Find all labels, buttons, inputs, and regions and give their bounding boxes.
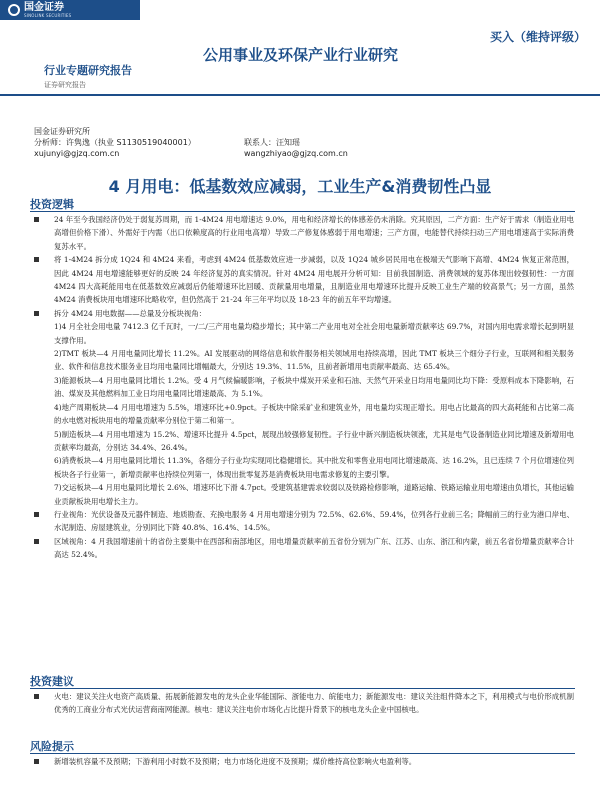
analyst-name: 分析师：许隽逸（执业 S1130519040001）	[34, 138, 196, 147]
logic-subitem: 5)制造板块—4 月用电增速为 15.2%、增速环比提升 4.5pct，展现出较强修复韧性。子行业中新兴制造板块领涨，尤其是电气设备制造业同比增速及新增用电贡献率均最高，分别达 34.4%、26.4%。	[54, 429, 574, 452]
logic-paragraph: 将 1-4M24 拆分成 1Q24 和 4M24 来看，考虑到 4M24 低基数效应进一步减弱，以及 1Q24 城乡居民用电在极端天气影响下高增、4M24 恢复正常范围，因此 4M24 用电增速能够更好的反映 24 年经济复苏的真实情况。针对 4M24 用电展开分析可知：目前我国制造、消费领域的复苏体现出较强韧性：一方面 4M24 四大高耗能用电在低基数效应减弱后仍能增速环比回暖、贡献量用电增量，且制造业用电增速环比提升反映工业生产端的较高景气；另一方面，虽然 4M24 消费板块用电增速环比略收窄，但仍然高于 21-24 年三年平均以及 18-23 年的前五年平均增速。	[34, 253, 574, 307]
logic-paragraph: 拆分 4M24 用电数据——总量及分板块视角：	[34, 307, 574, 320]
industry-view: 行业视角：光伏设备及元器件制造、地质勘查、充换电服务 4 月用电增速分别为 72.5%、62.6%、59.4%，位列各行业前三名；降幅前三的行业为港口岸电、水泥制造、房屋建筑业，分别同比下降 40.8%、16.4%、14.5%。	[34, 508, 574, 535]
header-title: 公用事业及环保产业行业研究	[203, 46, 399, 64]
logic-paragraph: 24 年至今我国经济仍处于弱复苏周期，而 1-4M24 用电增速达 9.0%，用电和经济增长的体感差仍未消除。究其原因，二产方面：生产好于需求（制造业用电高增但价格下滑）、外需好于内需（出口依赖度高的行业用电高增）导致二产修复体感弱于用电增速；三产方面，电能替代持续扫动三产用电增速高于实际消费复苏水平。	[34, 213, 574, 253]
header-divider	[0, 94, 600, 96]
risk-paragraph: 新增装机容量不及预期；下游利用小时数不及预期；电力市场化进度不及预期；煤价维持高位影响火电盈利等。	[34, 755, 574, 768]
logic-subitem: 7)交运板块—4 月用电量同比增长 2.6%、增速环比下滑 4.7pct。受建筑基建需求较弱以及铁路检修影响，道路运输、铁路运输业用电增速由负增长，其他运输业贡献板块用电增长主力。	[54, 483, 574, 506]
report-header	[0, 0, 600, 92]
risk-content	[34, 755, 574, 768]
logo-text: 国金证券	[24, 1, 64, 13]
advice-content	[34, 690, 574, 717]
advice-paragraph: 火电：建议关注火电资产高质量、拓展新能源发电的龙头企业华能国际、浙能电力、皖能电力；新能源发电：建议关注组件降本之下，利用模式与电价形成机制优秀的工商业分布式光伏运营商南网能源。核电：建议关注电价市场化占比提升背景下的核电龙头企业中国核电。	[34, 690, 574, 717]
logic-subitem: 6)消费板块—4 月用电量同比增长 11.3%，各细分子行业均实现同比稳健增长。其中批发和零售业用电同比增速最高、达 16.2%，且已连续 7 个月位增速位列板块各子行业第一，新增贡献率也持续位列第一，体现出批零复苏是消费板块用电需求修复的主要引擎。	[54, 456, 574, 479]
report-type: 行业专题研究报告	[44, 64, 132, 77]
regional-view: 区域视角：4 月我国增速前十的省份主要集中在西部和南部地区，用电增量贡献率前五省份分别为广东、江苏、山东、浙江和内蒙，前五名省份增量贡献率合计高达 52.4%。	[34, 535, 574, 562]
logic-heading: 投资逻辑	[30, 198, 74, 211]
advice-heading: 投资建议	[30, 675, 74, 688]
risk-divider	[30, 753, 575, 754]
institute-name: 国金证券研究所	[34, 127, 90, 136]
brand-logo	[0, 0, 140, 20]
page-title: 4 月用电：低基数效应减弱，工业生产&消费韧性凸显	[108, 177, 492, 196]
author-block	[34, 126, 348, 159]
logic-subitem: 2)TMT 板块—4 月用电量同比增长 11.2%。AI 发展驱动的网络信息和软件服务相关领域用电持续高增，因此 TMT 板块三个细分子行业，互联网和相关服务业、软件和信息技术服务业目均用电量同比增幅最大，分别达 19.3%、11.5%，且前者新增用电贡献率最高、达 65.4%。	[54, 349, 574, 372]
logic-subitem: 1)4 月全社会用电量 7412.3 亿千瓦时，一/二/三产用电量均稳步增长；其中第二产业用电对全社会用电量新增贡献率达 69.7%，对国内用电需求增长起到明显支撑作用。	[54, 322, 574, 345]
logic-content	[34, 213, 574, 562]
logic-subitem: 3)能源板块—4 月用电量同比增长 1.2%。受 4 月气候偏暖影响，子板块中煤炭开采业和石油、天然气开采业日均用电量同比均下降：受原料成本下降影响，石油、煤炭及其他燃料加工业日均用电量同比增速最高、为 5.1%。	[54, 375, 574, 399]
logic-subitem: 4)地产周期板块—4 月用电增速为 5.5%，增速环比+0.9pct。子板块中除采矿业和建筑业外，用电量均实现正增长。用电占比最高的四大高耗能和占比第二高的水电燃对板块用电的增量贡献率分别位于第二和第一。	[54, 402, 574, 426]
rating-badge: 买入（维持评级）	[489, 30, 586, 44]
advice-divider	[30, 688, 575, 689]
analyst-email[interactable]: xujunyi@gjzq.com.cn	[34, 149, 120, 158]
logic-divider	[30, 211, 575, 212]
report-subtype: 证券研究报告	[44, 81, 86, 89]
risk-heading: 风险提示	[30, 740, 74, 753]
logo-icon	[8, 4, 20, 16]
contact-email[interactable]: wangzhiyao@gjzq.com.cn	[244, 149, 348, 158]
logo-subtext: SINOLINK SECURITIES	[24, 12, 72, 18]
contact-name: 联系人：汪知瑶	[244, 138, 300, 147]
